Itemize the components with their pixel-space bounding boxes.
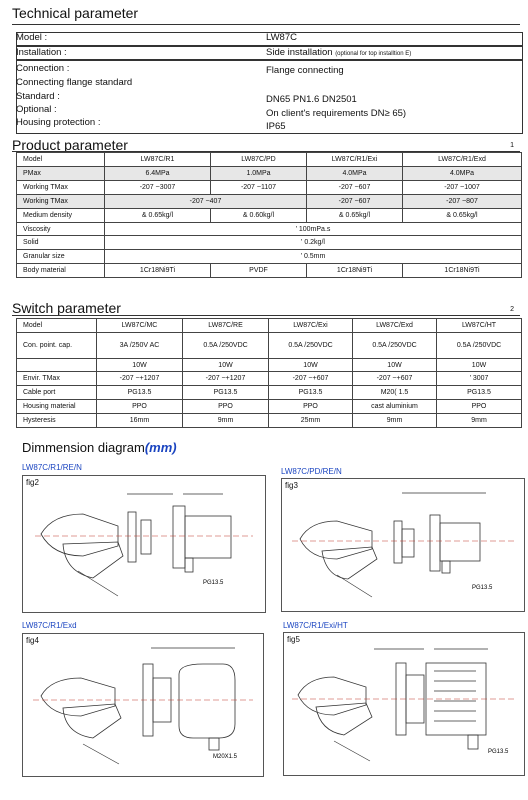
fig3-box <box>281 478 525 612</box>
switch-header-re: LW87C/RE <box>183 319 269 333</box>
pmax-exd: 4.0MPa <box>403 167 522 181</box>
density-pd: & 0.60kg/l <box>211 209 307 223</box>
model-label: Model : <box>16 32 48 43</box>
cable-label: Cable port <box>17 386 97 400</box>
cap-re: 0.5A /250VDC <box>183 333 269 359</box>
product-granular-row <box>17 250 522 264</box>
granular-value: ' 0.5mm <box>105 250 522 264</box>
product-pmax-row <box>17 167 522 181</box>
fig5-port-label: PG13.5 <box>488 749 509 755</box>
cable-re: PG13.5 <box>183 386 269 400</box>
switch-page-number: 2 <box>510 306 514 313</box>
fig5-box <box>283 632 525 776</box>
envir-mc: -207 ~+1207 <box>97 372 183 386</box>
optional-value: On client's requirements DN≥ 65) <box>266 108 407 119</box>
density-r1: & 0.65kg/l <box>105 209 211 223</box>
fig5-label: fig5 <box>287 635 300 644</box>
power-mc: 10W <box>97 359 183 372</box>
power-re: 10W <box>183 359 269 372</box>
switch-header-row <box>17 319 522 333</box>
pmax-r1: 6.4MPa <box>105 167 211 181</box>
dimension-title <box>22 440 177 455</box>
switch-power-row <box>17 359 522 372</box>
working2-a: -207 ~407 <box>105 195 307 209</box>
granular-label: Granular size <box>17 250 105 264</box>
envir-re: -207 ~+1207 <box>183 372 269 386</box>
fig3-port-label: PG13.5 <box>472 585 493 591</box>
dimension-unit: (mm) <box>144 440 177 455</box>
fig4-label: fig4 <box>26 636 39 645</box>
cable-mc: PG13.5 <box>97 386 183 400</box>
housing-ht: PPO <box>437 400 522 414</box>
cable-exi: PG13.5 <box>269 386 353 400</box>
fig2-label: fig2 <box>26 478 39 487</box>
technical-title: Technical parameter <box>12 5 139 21</box>
body-exd: 1Cr18Ni9Ti <box>403 264 522 278</box>
switch-header-exd: LW87C/Exd <box>353 319 437 333</box>
switch-cap-row <box>17 333 522 359</box>
switch-header-ht: LW87C/HT <box>437 319 522 333</box>
switch-hysteresis-row <box>17 414 522 428</box>
installation-note: (optional for top installtion E) <box>335 51 412 57</box>
cap-exi: 0.5A /250VDC <box>269 333 353 359</box>
fig4-drawing <box>23 634 263 776</box>
working2-b: -207 ~607 <box>307 195 403 209</box>
product-working2-row <box>17 195 522 209</box>
hysteresis-exi: 25mm <box>269 414 353 428</box>
working1-exd: -207 ~1007 <box>403 181 522 195</box>
density-label: Medium density <box>17 209 105 223</box>
cap-ht: 0.5A /250VDC <box>437 333 522 359</box>
housing-exi: PPO <box>269 400 353 414</box>
switch-cable-row <box>17 386 522 400</box>
envir-exd: -207 ~+607 <box>353 372 437 386</box>
cap-label: Con. point. cap. <box>17 333 97 359</box>
technical-title-rule <box>12 24 520 25</box>
standard-value: DN65 PN1.6 DN2501 <box>266 94 357 105</box>
standard-label: Standard : <box>16 91 60 102</box>
hysteresis-ht: 9mm <box>437 414 522 428</box>
cap-mc: 3A /250V AC <box>97 333 183 359</box>
cap-exd: 0.5A /250VDC <box>353 333 437 359</box>
body-exi: 1Cr18Ni9Ti <box>307 264 403 278</box>
dimension-unit-text: mm <box>149 440 173 455</box>
fig4-caption: LW87C/R1/Exd <box>22 621 77 630</box>
connection-value: Flange connecting <box>266 65 344 76</box>
housing-mc: PPO <box>97 400 183 414</box>
density-exi: & 0.65kg/l <box>307 209 403 223</box>
switch-header-model: Model <box>17 319 97 333</box>
switch-table <box>16 318 522 428</box>
body-label: Body material <box>17 264 105 278</box>
switch-title-rule <box>12 315 520 316</box>
model-value: LW87C <box>266 32 297 43</box>
working1-exi: -207 ~607 <box>307 181 403 195</box>
viscosity-label: Viscosity <box>17 223 105 236</box>
pmax-exi: 4.0MPa <box>307 167 403 181</box>
fig2-caption: LW87C/R1/RE/N <box>22 463 82 472</box>
working1-label: Working TMax <box>17 181 105 195</box>
product-density-row <box>17 209 522 223</box>
switch-header-exi: LW87C/Exi <box>269 319 353 333</box>
power-ht: 10W <box>437 359 522 372</box>
pmax-label: PMax <box>17 167 105 181</box>
envir-ht: ' 3007 <box>437 372 522 386</box>
dimension-title-text: Dimmension diagram <box>22 440 145 455</box>
product-header-r1: LW87C/R1 <box>105 153 211 167</box>
switch-envir-row <box>17 372 522 386</box>
switch-title: Switch parameter <box>12 300 121 316</box>
product-header-exi: LW87C/R1/Exi <box>307 153 403 167</box>
working2-c: -207 ~807 <box>403 195 522 209</box>
product-page-number: 1 <box>510 142 514 149</box>
product-solid-row <box>17 236 522 250</box>
product-header-pd: LW87C/PD <box>211 153 307 167</box>
fig3-label: fig3 <box>285 481 298 490</box>
working1-pd: -207 ~1107 <box>211 181 307 195</box>
density-exd: & 0.65kg/l <box>403 209 522 223</box>
installation-value-text: Side installation <box>266 47 333 58</box>
housing-label: Housing protection : <box>16 117 101 128</box>
fig2-box <box>22 475 266 613</box>
product-working1-row <box>17 181 522 195</box>
cable-exd: M20( 1.5 <box>353 386 437 400</box>
fig5-caption: LW87C/R1/Exi/HT <box>283 621 348 630</box>
hysteresis-mc: 16mm <box>97 414 183 428</box>
body-pd: PVDF <box>211 264 307 278</box>
working1-r1: -207 ~3007 <box>105 181 211 195</box>
envir-label: Envir. TMax <box>17 372 97 386</box>
working2-label: Working TMax <box>17 195 105 209</box>
pmax-pd: 1.0MPa <box>211 167 307 181</box>
fig4-box <box>22 633 264 777</box>
fig4-port-label: M20X1.5 <box>213 754 238 760</box>
power-exi: 10W <box>269 359 353 372</box>
product-header-exd: LW87C/R1/Exd <box>403 153 522 167</box>
fig3-caption: LW87C/PD/RE/N <box>281 467 342 476</box>
power-label <box>17 359 97 372</box>
fig3-drawing <box>282 479 524 611</box>
product-header-row <box>17 153 522 167</box>
housing-re: PPO <box>183 400 269 414</box>
power-exd: 10W <box>353 359 437 372</box>
product-table <box>16 152 522 278</box>
body-r1: 1Cr18Ni9Ti <box>105 264 211 278</box>
connection-label: Connection : <box>16 63 70 74</box>
hysteresis-exd: 9mm <box>353 414 437 428</box>
product-title: Product parameter <box>12 137 128 153</box>
hysteresis-label: Hysteresis <box>17 414 97 428</box>
hysteresis-re: 9mm <box>183 414 269 428</box>
envir-exi: -207 ~+607 <box>269 372 353 386</box>
switch-housing-row <box>17 400 522 414</box>
cable-ht: PG13.5 <box>437 386 522 400</box>
installation-value <box>266 47 411 58</box>
fig2-port-label: PG13.5 <box>203 580 224 586</box>
housing-material-label: Housing material <box>17 400 97 414</box>
solid-value: ' 0.2kg/l <box>105 236 522 250</box>
fig5-drawing <box>284 633 524 775</box>
viscosity-value: ' 100mPa.s <box>105 223 522 236</box>
installation-label: Installation : <box>16 47 67 58</box>
product-header-model: Model <box>17 153 105 167</box>
solid-label: Solid <box>17 236 105 250</box>
product-viscosity-row <box>17 223 522 236</box>
optional-label: Optional : <box>16 104 57 115</box>
fig2-drawing <box>23 476 265 612</box>
housing-exd: cast aluminium <box>353 400 437 414</box>
switch-header-mc: LW87C/MC <box>97 319 183 333</box>
flange-label: Connecting flange standard <box>16 77 133 88</box>
product-body-row <box>17 264 522 278</box>
housing-value: IP65 <box>266 121 286 132</box>
